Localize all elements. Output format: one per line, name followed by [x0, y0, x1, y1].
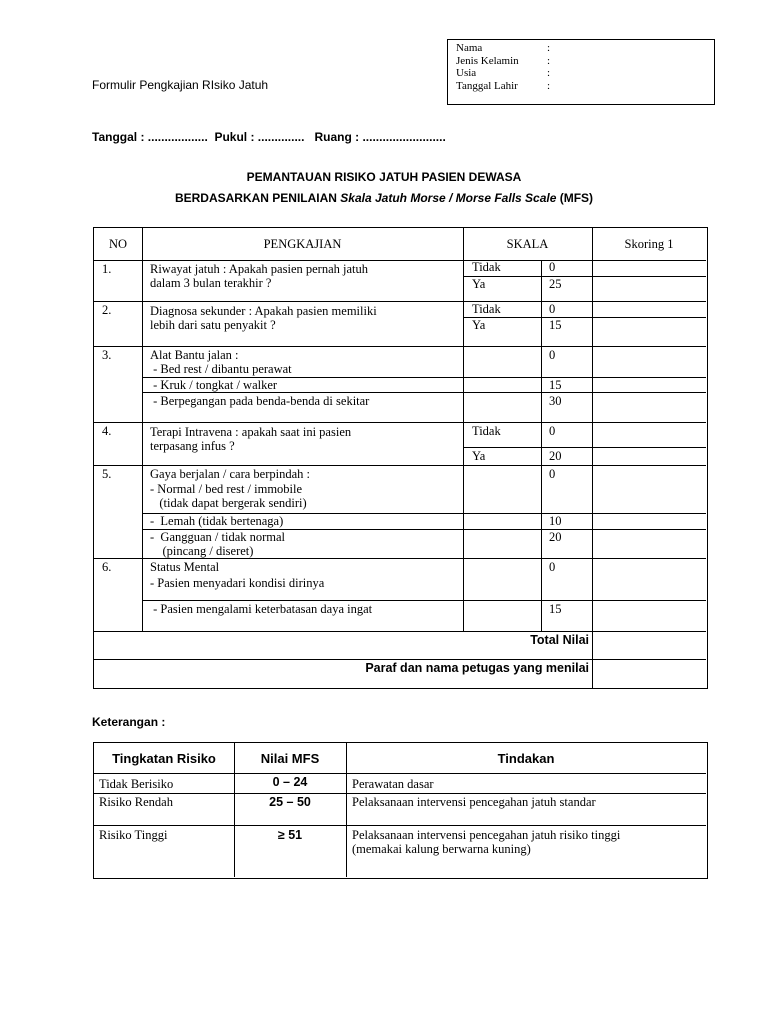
header-assessment: PENGKAJIAN	[263, 237, 342, 251]
risk-legend-table	[93, 742, 708, 879]
identity-label: Tanggal Lahir	[456, 79, 518, 92]
signature-label: Paraf dan nama petugas yang menilai	[365, 661, 589, 675]
assessment-item: - Normal / bed rest / immobile (tidak dapat bergerak sendiri)	[150, 482, 307, 510]
assessment-item: - Pasien mengalami keterbatasan daya ingat	[150, 602, 373, 616]
total-score-cell[interactable]	[594, 633, 704, 658]
patient-identity-box	[447, 39, 715, 105]
identity-row-name: Nama :	[456, 42, 551, 54]
option-value: 25	[549, 277, 562, 291]
legend-action: Pelaksanaan intervensi pencegahan jatuh risiko tinggi (memakai kalung berwarna kuning)	[352, 828, 621, 856]
item-value: 15	[549, 378, 562, 392]
morse-fall-scale-table	[93, 227, 708, 689]
identity-label: Usia	[456, 67, 477, 79]
option-label: Ya	[472, 318, 486, 332]
assessment-text: Status Mental	[150, 560, 220, 574]
option-value: 0	[549, 424, 556, 438]
option-label: Ya	[472, 277, 486, 291]
assessment-item: - Gangguan / tidak normal (pincang / diseret)	[150, 530, 286, 558]
assessment-item: - Bed rest / dibantu perawat	[150, 362, 292, 376]
row-number: 3.	[102, 348, 112, 362]
page-subheading	[0, 191, 768, 205]
option-value: 0	[549, 302, 556, 316]
assessment-item: - Kruk / tongkat / walker	[150, 378, 278, 392]
assessment-item: - Pasien menyadari kondisi dirinya	[150, 576, 325, 590]
legend-action: Pelaksanaan intervensi pencegahan jatuh standar	[352, 795, 596, 809]
option-label: Tidak	[472, 260, 501, 274]
item-value: 0	[549, 560, 556, 574]
header-no: NO	[108, 237, 128, 251]
score-cell-5[interactable]	[594, 467, 704, 557]
score-cell-3[interactable]	[594, 348, 704, 421]
legend-header-value: Nilai MFS	[260, 751, 320, 766]
assessment-item: - Berpegangan pada benda-benda di sekitar	[150, 394, 370, 408]
option-label: Tidak	[472, 302, 501, 316]
identity-row-birthdate: Tanggal Lahir :	[456, 79, 551, 92]
subheading-suffix: (MFS)	[556, 191, 594, 205]
option-value: 0	[549, 260, 556, 274]
score-cell-6[interactable]	[594, 560, 704, 630]
identity-label: Nama	[456, 42, 483, 54]
option-value: 20	[549, 449, 562, 463]
assessment-text: Riwayat jatuh : Apakah pasien pernah jatuh dalam 3 bulan terakhir ?	[150, 262, 368, 290]
legend-level: Risiko Rendah	[99, 795, 173, 809]
form-title: Formulir Pengkajian RIsiko Jatuh	[92, 78, 269, 92]
identity-label: Jenis Kelamin	[456, 54, 519, 67]
subheading-prefix: BERDASARKAN PENILAIAN	[174, 191, 341, 205]
row-number: 6.	[102, 560, 112, 574]
assessment-item: - Lemah (tidak bertenaga)	[150, 514, 284, 528]
assessment-text: Alat Bantu jalan :	[150, 348, 239, 362]
item-value: 15	[549, 602, 562, 616]
row-number: 5.	[102, 467, 112, 481]
row-number: 2.	[102, 303, 112, 317]
score-cell-2[interactable]	[594, 303, 704, 345]
assessment-text: Gaya berjalan / cara berpindah :	[150, 467, 310, 481]
legend-level: Tidak Berisiko	[99, 777, 174, 791]
header-scale: SKALA	[506, 237, 549, 251]
legend-value: 25 – 50	[269, 795, 311, 809]
option-value: 15	[549, 318, 562, 332]
legend-header-action: Tindakan	[497, 751, 555, 766]
assessment-text: Diagnosa sekunder : Apakah pasien memiliki lebih dari satu penyakit ?	[150, 304, 377, 332]
option-label: Tidak	[472, 424, 501, 438]
legend-value: 0 – 24	[272, 775, 308, 789]
score-cell-4[interactable]	[594, 424, 704, 464]
assessment-text: Terapi Intravena : apakah saat ini pasien terpasang infus ?	[150, 425, 352, 453]
item-value: 20	[549, 530, 562, 544]
item-value: 0	[549, 348, 556, 362]
item-value: 30	[549, 394, 562, 408]
date-time-room-line[interactable]: Tanggal : .................. Pukul : .............. Ruang : .........................	[92, 130, 446, 144]
legend-action: Perawatan dasar	[352, 777, 434, 791]
legend-value: ≥ 51	[277, 828, 303, 842]
total-score-label: Total Nilai	[530, 633, 589, 647]
item-value: 0	[549, 467, 556, 481]
page-heading: PEMANTAUAN RISIKO JATUH PASIEN DEWASA	[246, 170, 522, 184]
item-value: 10	[549, 514, 562, 528]
signature-cell[interactable]	[594, 661, 704, 686]
row-number: 1.	[102, 262, 112, 276]
identity-row-gender: Jenis Kelamin :	[456, 54, 551, 67]
header-score: Skoring 1	[624, 237, 674, 251]
legend-level: Risiko Tinggi	[99, 828, 168, 842]
subheading-italic: Skala Jatuh Morse / Morse Falls Scale	[340, 191, 557, 205]
option-label: Ya	[472, 449, 486, 463]
identity-row-age: Usia :	[456, 67, 551, 79]
score-cell-1[interactable]	[594, 262, 704, 300]
legend-header-level: Tingkatan Risiko	[112, 751, 216, 766]
row-number: 4.	[102, 424, 112, 438]
legend-label: Keterangan :	[92, 715, 166, 729]
